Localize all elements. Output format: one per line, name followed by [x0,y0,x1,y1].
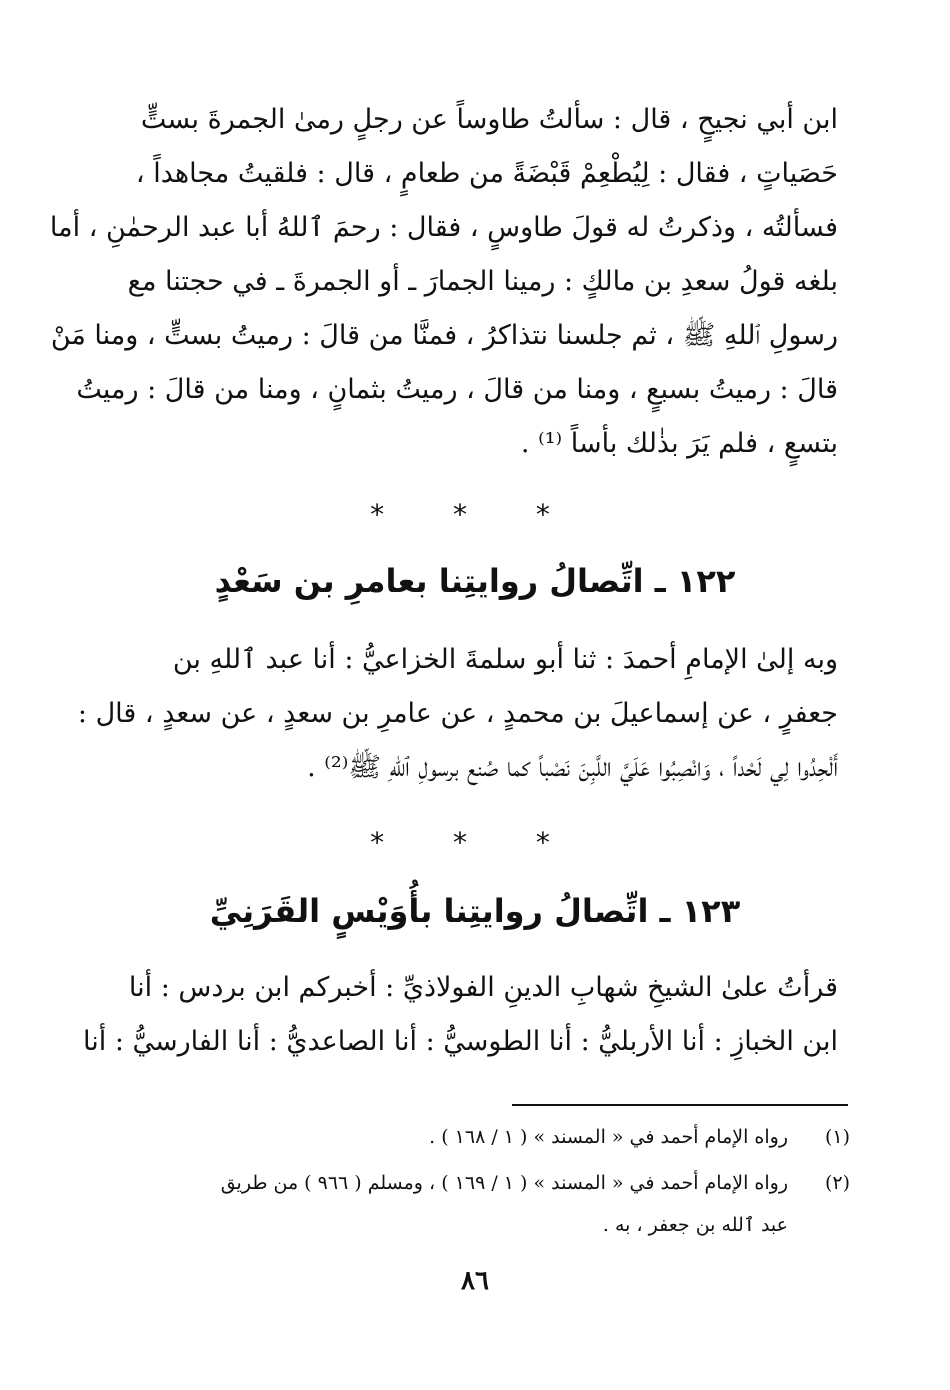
paragraph-amir-bin-saad [78,640,838,800]
text-line: رسولِ ٱللهِ ﷺ ، ثم جلسنا نتذاكرُ ، فمنَّا من قالَ : رميتُ بستٍّ ، ومنا مَنْ [50,320,838,351]
text-line: جعفرٍ ، عن إسماعيلَ بن محمدٍ ، عن عامرِ بن سعدٍ ، عن سعدٍ ، قال : [77,698,838,729]
text-line: ابن الخبازِ : أنا الأربليُّ : أنا الطوسيُّ : أنا الصاعديُّ : أنا الفارسيُّ : أنا [83,1026,838,1057]
footnote-text: رواه الإمام أحمد في « المسند » ( ١ / ١٦٩ ) ، ومسلم ( ٩٦٦ ) من طريق [220,1172,788,1194]
text-line: قرأتُ علىٰ الشيخِ شهابِ الدينِ الفولاذيِّ : أخبركم ابن بردس : أنا [128,972,838,1003]
text-line: فسألتُه ، وذكرتُ له قولَ طاوسٍ ، فقال : رحمَ ٱللهُ أبا عبد الرحمٰنِ ، أما [49,212,838,243]
paragraph-uways-qarani [78,968,838,1078]
text-line: بتسعٍ ، فلم يَرَ بذٰلك بأساً ⁽¹⁾ . [520,428,838,459]
text-line: أَلْحِدُوا لِي لَحْداً ، وَانْصِبُوا عَلَيَّ اللَّبِنَ نَصْباً كما صُنع برسولِ ٱللهِ ﷺ⁽²⁾ . [307,752,838,783]
footnote-text: عبد ٱلله بن جعفر ، به . [602,1214,788,1236]
text-line: بلغه قولُ سعدِ بن مالكٍ : رمينا الجمارَ ـ أو الجمرةَ ـ في حجتنا مع [127,266,838,297]
text-line: حَصَياتٍ ، فقال : لِيُطْعِمْ قَبْضَةً من طعامٍ ، قال : فلقيتُ مجاهداً ، [135,158,838,189]
footnote-text: رواه الإمام أحمد في « المسند » ( ١ / ١٦٨ ) . [429,1126,788,1148]
footnote-marker: (٢) [824,1172,850,1194]
section-heading-123: ١٢٣ ـ اتِّصالُ روايتِنا بأُوَيْسٍ القَرَنِيِّ [209,892,741,930]
text-line: ابن أبي نجيحٍ ، قال : سألتُ طاوساً عن رجلٍ رمىٰ الجمرةَ بستٍّ [140,104,838,135]
section-separator: * * * [370,498,580,531]
page-number: ٨٦ [461,1266,489,1296]
section-heading-122: ١٢٢ ـ اتِّصالُ روايتِنا بعامرِ بن سَعْدٍ [214,562,736,600]
paragraph-sat-tawus [49,100,838,470]
footnote-marker: (١) [824,1126,850,1148]
text-line: قالَ : رميتُ بسبعٍ ، ومنا من قالَ ، رميتُ بثمانٍ ، ومنا من قالَ : رميتُ [76,374,838,405]
text-line: وبه إلىٰ الإمامِ أحمدَ : ثنا أبو سلمةَ الخزاعيُّ : أنا عبد ٱللهِ بن [172,644,838,675]
footnote-divider [512,1104,848,1106]
section-separator: * * * [370,826,580,859]
